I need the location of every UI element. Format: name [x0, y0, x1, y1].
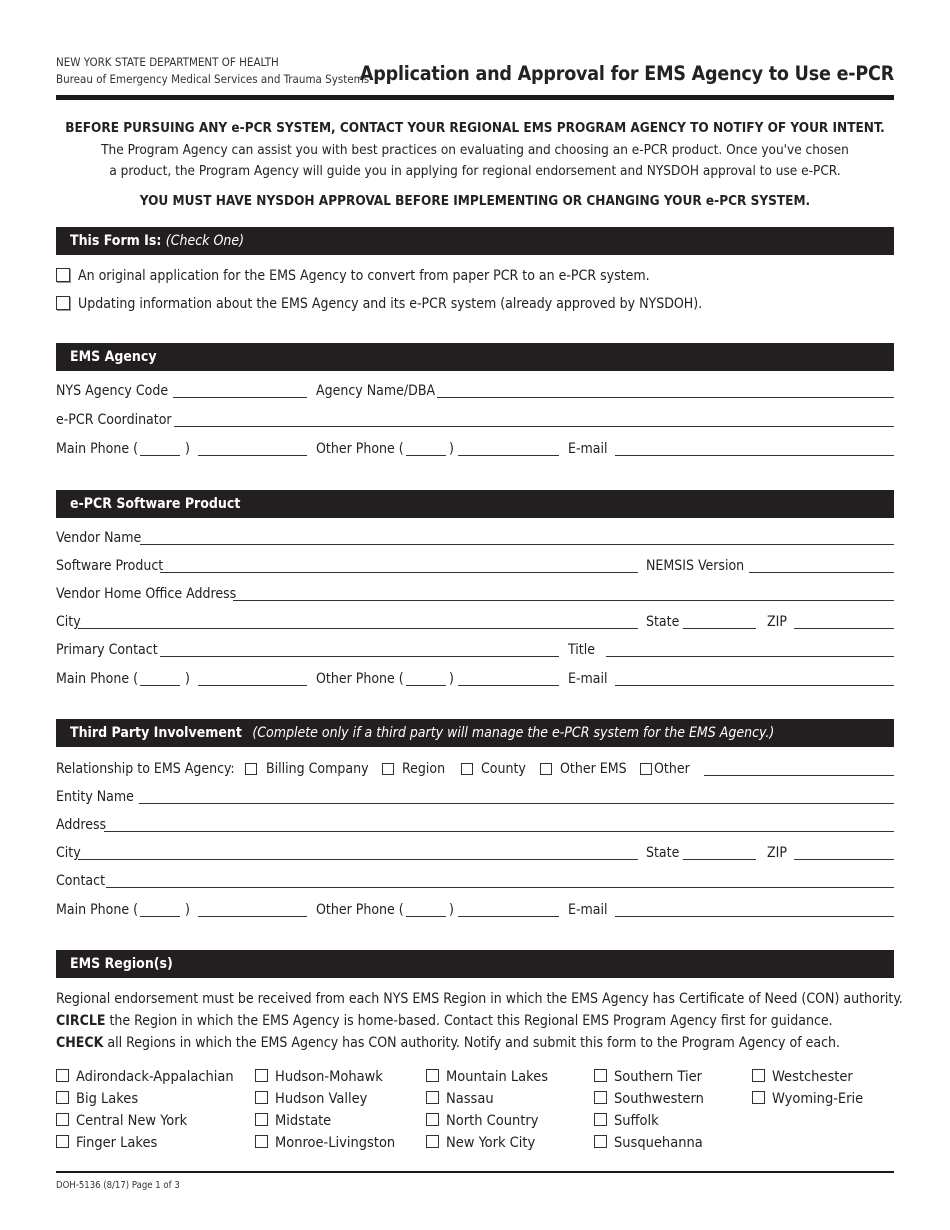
billing-company-label: Billing Company — [266, 761, 369, 777]
primary-contact-field[interactable] — [160, 642, 559, 657]
region-label: Monroe-Livingston — [275, 1135, 396, 1151]
region-item[interactable] — [426, 1110, 548, 1132]
third-party-main-phone-area[interactable] — [140, 902, 180, 917]
agency-email-field[interactable] — [615, 441, 894, 456]
vendor-address-field[interactable] — [233, 586, 894, 601]
agency-code-field[interactable] — [173, 383, 307, 398]
software-row-city — [56, 614, 894, 634]
form-type-title: This Form Is: — [70, 233, 162, 249]
region-item[interactable] — [752, 1088, 863, 1110]
section-bar-third-party — [56, 719, 894, 747]
header-rule — [56, 95, 894, 100]
paren: ) — [185, 671, 190, 687]
region-item[interactable] — [255, 1088, 395, 1110]
region-label: Finger Lakes — [76, 1135, 158, 1151]
intro-notice: BEFORE PURSUING ANY e-PCR SYSTEM, CONTACT YOUR REGIONAL EMS PROGRAM AGENCY TO NOTIFY OF YOUR INTENT. — [65, 120, 885, 136]
region-column-2 — [255, 1066, 395, 1154]
software-row-phone — [56, 671, 894, 691]
agency-code-label: NYS Agency Code — [56, 383, 169, 399]
checkbox-region[interactable] — [382, 763, 394, 775]
region-item[interactable] — [426, 1088, 548, 1110]
checkbox-county[interactable] — [461, 763, 473, 775]
regions-instructions — [56, 988, 916, 1054]
region-item[interactable] — [752, 1066, 863, 1088]
region-label: Central New York — [76, 1113, 188, 1129]
third-party-contact-field[interactable] — [106, 873, 894, 888]
check-text: all Regions in which the EMS Agency has CON authority. Notify and submit this form to the Program Agency of each. — [103, 1035, 840, 1051]
region-checkbox[interactable] — [594, 1113, 607, 1126]
region-checkbox[interactable] — [56, 1135, 69, 1148]
region-checkbox[interactable] — [56, 1069, 69, 1082]
region-column-4 — [594, 1066, 704, 1154]
region-item[interactable] — [426, 1066, 548, 1088]
region-label: Westchester — [772, 1069, 853, 1085]
third-party-other-phone-label: Other Phone ( — [316, 902, 404, 918]
region-label: Hudson Valley — [275, 1091, 368, 1107]
region-column-5 — [752, 1066, 863, 1110]
primary-contact-label: Primary Contact — [56, 642, 158, 658]
region-label: Midstate — [275, 1113, 332, 1129]
third-party-email-label: E-mail — [568, 902, 608, 918]
region-checkbox[interactable] — [255, 1113, 268, 1126]
region-checkbox[interactable] — [255, 1091, 268, 1104]
coordinator-label: e-PCR Coordinator — [56, 412, 172, 428]
vendor-zip-field[interactable] — [794, 614, 894, 629]
vendor-other-phone-field[interactable] — [458, 671, 559, 686]
department-name: NEW YORK STATE DEPARTMENT OF HEALTH — [56, 55, 279, 69]
third-party-row-contact — [56, 873, 894, 893]
checkbox-original-application[interactable] — [56, 268, 70, 282]
nemsis-version-field[interactable] — [749, 558, 894, 573]
third-party-contact-label: Contact — [56, 873, 105, 889]
region-checklist — [56, 1066, 894, 1156]
intro-block — [56, 118, 894, 212]
vendor-other-phone-label: Other Phone ( — [316, 671, 404, 687]
regions-para-2 — [56, 1010, 916, 1032]
entity-name-label: Entity Name — [56, 789, 134, 805]
vendor-email-field[interactable] — [615, 671, 894, 686]
vendor-main-phone-area[interactable] — [140, 671, 180, 686]
region-item[interactable] — [56, 1132, 234, 1154]
other-label: Other — [654, 761, 690, 777]
region-item[interactable] — [255, 1132, 395, 1154]
region-item[interactable] — [56, 1066, 234, 1088]
region-label: Adirondack-Appalachian — [76, 1069, 234, 1085]
region-label: New York City — [446, 1135, 536, 1151]
third-party-main-phone-label: Main Phone ( — [56, 902, 139, 918]
region-checkbox[interactable] — [56, 1091, 69, 1104]
intro-text-1: The Program Agency can assist you with best practices on evaluating and choosing an e-PCR product. Once you've chosen — [101, 141, 849, 158]
ems-agency-title: EMS Agency — [70, 349, 157, 365]
region-label: Region — [402, 761, 446, 777]
section-bar-software — [56, 490, 894, 518]
vendor-email-label: E-mail — [568, 671, 608, 687]
option-update-label: Updating information about the EMS Agency and its e-PCR system (already approved by NYSDOH). — [78, 296, 703, 312]
vendor-name-field[interactable] — [140, 530, 894, 545]
header-block — [56, 54, 369, 88]
region-label: Southwestern — [614, 1091, 704, 1107]
software-product-label: Software Product — [56, 558, 164, 574]
region-label: Susquehanna — [614, 1135, 703, 1151]
other-ems-label: Other EMS — [560, 761, 627, 777]
software-product-field[interactable] — [160, 558, 638, 573]
software-row-vendor — [56, 530, 894, 550]
region-item[interactable] — [56, 1088, 234, 1110]
region-checkbox[interactable] — [426, 1113, 439, 1126]
agency-email-label: E-mail — [568, 441, 608, 457]
third-party-row-address — [56, 817, 894, 837]
region-label: North Country — [446, 1113, 539, 1129]
region-column-1 — [56, 1066, 234, 1154]
vendor-state-label: State — [646, 614, 680, 630]
region-checkbox[interactable] — [255, 1135, 268, 1148]
paren: ) — [449, 671, 454, 687]
intro-warning: YOU MUST HAVE NYSDOH APPROVAL BEFORE IMPLEMENTING OR CHANGING YOUR e-PCR SYSTEM. — [139, 192, 811, 209]
region-checkbox[interactable] — [594, 1069, 607, 1082]
region-column-3 — [426, 1066, 548, 1154]
region-item[interactable] — [594, 1066, 704, 1088]
region-label: Southern Tier — [614, 1069, 702, 1085]
third-party-address-field[interactable] — [104, 817, 894, 832]
region-checkbox[interactable] — [426, 1069, 439, 1082]
form-title: Application and Approval for EMS Agency to Use e-PCR — [359, 62, 894, 85]
region-label: Hudson-Mohawk — [275, 1069, 383, 1085]
third-party-row-phone — [56, 902, 894, 922]
software-row-product — [56, 558, 894, 578]
third-party-email-field[interactable] — [615, 902, 894, 917]
form-type-option-update — [56, 296, 894, 316]
relationship-label: Relationship to EMS Agency: — [56, 761, 235, 777]
checkbox-other[interactable] — [640, 763, 652, 775]
region-checkbox[interactable] — [594, 1135, 607, 1148]
agency-name-field[interactable] — [437, 383, 894, 398]
third-party-row-relationship — [56, 761, 894, 781]
vendor-main-phone-field[interactable] — [198, 671, 307, 686]
vendor-other-phone-area[interactable] — [406, 671, 446, 686]
region-item[interactable] — [594, 1132, 704, 1154]
vendor-main-phone-label: Main Phone ( — [56, 671, 139, 687]
county-label: County — [481, 761, 526, 777]
region-label: Wyoming-Erie — [772, 1091, 864, 1107]
region-item[interactable] — [255, 1066, 395, 1088]
form-type-option-original — [56, 268, 894, 288]
paren: ) — [185, 902, 190, 918]
third-party-city-label: City — [56, 845, 81, 861]
third-party-other-phone-field[interactable] — [458, 902, 559, 917]
vendor-state-field[interactable] — [683, 614, 756, 629]
region-checkbox[interactable] — [426, 1091, 439, 1104]
section-bar-regions — [56, 950, 894, 978]
third-party-row-city — [56, 845, 894, 865]
footer-rule — [56, 1171, 894, 1173]
region-item[interactable] — [255, 1110, 395, 1132]
region-checkbox[interactable] — [255, 1069, 268, 1082]
agency-other-phone-area[interactable] — [406, 441, 446, 456]
checkbox-other-ems[interactable] — [540, 763, 552, 775]
region-label: Nassau — [446, 1091, 494, 1107]
third-party-row-entity — [56, 789, 894, 809]
agency-name-label: Agency Name/DBA — [316, 383, 436, 399]
section-bar-form-type — [56, 227, 894, 255]
agency-row-3 — [56, 441, 894, 461]
region-label: Big Lakes — [76, 1091, 139, 1107]
agency-row-1 — [56, 383, 894, 403]
third-party-zip-label: ZIP — [767, 845, 787, 861]
software-row-address — [56, 586, 894, 606]
form-code: DOH-5136 (8/17) Page 1 of 3 — [56, 1180, 180, 1191]
nemsis-version-label: NEMSIS Version — [646, 558, 745, 574]
region-item[interactable] — [594, 1110, 704, 1132]
region-item[interactable] — [426, 1132, 548, 1154]
vendor-city-field[interactable] — [78, 614, 638, 629]
vendor-city-label: City — [56, 614, 81, 630]
contact-title-label: Title — [568, 642, 595, 658]
checkbox-billing-company[interactable] — [245, 763, 257, 775]
regions-para-3 — [56, 1032, 916, 1054]
agency-main-phone-label: Main Phone ( — [56, 441, 139, 457]
agency-other-phone-field[interactable] — [458, 441, 559, 456]
paren: ) — [449, 441, 454, 457]
third-party-address-label: Address — [56, 817, 107, 833]
bureau-name: Bureau of Emergency Medical Services and Trauma Systems — [56, 72, 370, 86]
section-bar-ems-agency — [56, 343, 894, 371]
third-party-main-phone-field[interactable] — [198, 902, 307, 917]
region-checkbox[interactable] — [752, 1091, 765, 1104]
region-checkbox[interactable] — [594, 1091, 607, 1104]
paren: ) — [185, 441, 190, 457]
region-checkbox[interactable] — [752, 1069, 765, 1082]
third-party-state-field[interactable] — [683, 845, 756, 860]
paren: ) — [449, 902, 454, 918]
third-party-zip-field[interactable] — [794, 845, 894, 860]
check-word: CHECK — [56, 1035, 104, 1051]
third-party-title: Third Party Involvement — [70, 725, 242, 741]
region-label: Suffolk — [614, 1113, 659, 1129]
third-party-other-phone-area[interactable] — [406, 902, 446, 917]
third-party-city-field[interactable] — [78, 845, 638, 860]
contact-title-field[interactable] — [606, 642, 894, 657]
vendor-zip-label: ZIP — [767, 614, 787, 630]
circle-word: CIRCLE — [56, 1013, 106, 1029]
region-item[interactable] — [594, 1088, 704, 1110]
form-type-subtitle: (Check One) — [165, 233, 245, 249]
checkbox-update-information[interactable] — [56, 296, 70, 310]
regions-title: EMS Region(s) — [70, 956, 173, 972]
software-row-contact — [56, 642, 894, 662]
agency-main-phone-area[interactable] — [140, 441, 180, 456]
regions-para-1: Regional endorsement must be received from each NYS EMS Region in which the EMS Agency has Certificate of Need (CON) authority. — [56, 991, 903, 1007]
agency-other-phone-label: Other Phone ( — [316, 441, 404, 457]
region-label: Mountain Lakes — [446, 1069, 549, 1085]
third-party-note: (Complete only if a third party will manage the e-PCR system for the EMS Agency.) — [252, 725, 775, 741]
agency-main-phone-field[interactable] — [198, 441, 307, 456]
circle-text: the Region in which the EMS Agency is home-based. Contact this Regional EMS Program Agency first for guidance. — [105, 1013, 833, 1029]
other-field[interactable] — [704, 761, 894, 776]
region-checkbox[interactable] — [426, 1135, 439, 1148]
region-checkbox[interactable] — [56, 1113, 69, 1126]
software-title: e-PCR Software Product — [70, 496, 241, 512]
third-party-state-label: State — [646, 845, 680, 861]
intro-text-2: a product, the Program Agency will guide you in applying for regional endorsement and NYSDOH approval to use e-PCR. — [109, 163, 841, 179]
entity-name-field[interactable] — [139, 789, 894, 804]
region-item[interactable] — [56, 1110, 234, 1132]
agency-row-2 — [56, 412, 894, 432]
vendor-name-label: Vendor Name — [56, 530, 142, 546]
coordinator-field[interactable] — [174, 412, 894, 427]
option-original-label: An original application for the EMS Agency to convert from paper PCR to an e-PCR system. — [78, 268, 650, 284]
vendor-address-label: Vendor Home Office Address — [56, 586, 237, 602]
